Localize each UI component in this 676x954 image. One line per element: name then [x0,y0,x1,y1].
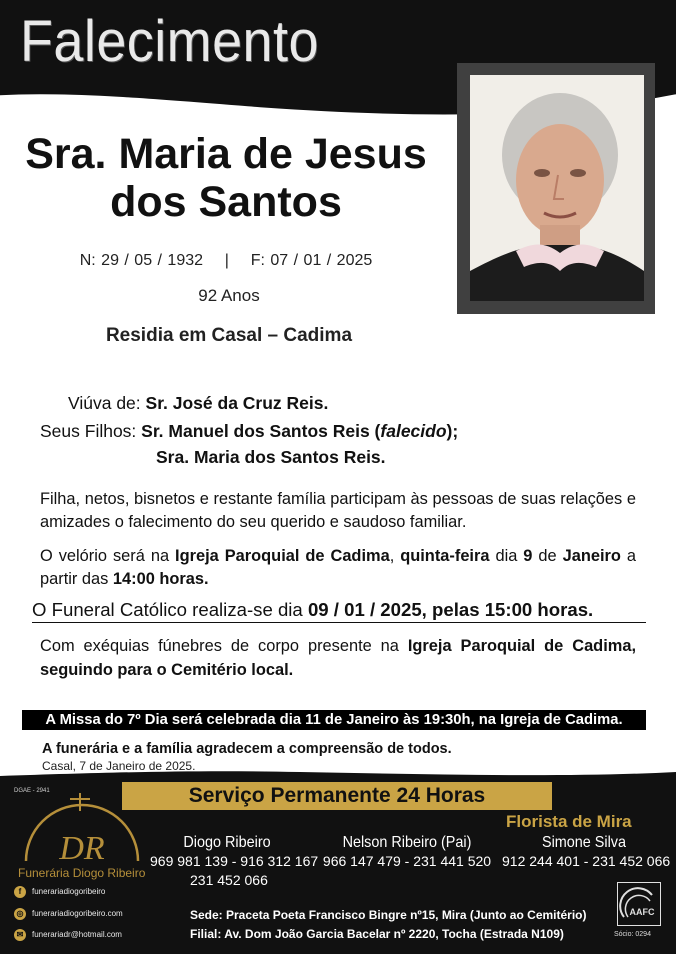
children-line [40,421,458,442]
deceased-name-line2: dos Santos [110,178,342,226]
florista-label: Florista de Mira [506,812,632,831]
children-label: Seus Filhos: [40,421,142,441]
exequias-info: Com exéquias fúnebres de corpo presente na Igreja Paroquial de Cadima, seguindo para o Cemitério local. [40,637,636,679]
sede-address: Sede: Praceta Poeta Francisco Bingre nº15, Mira (Junto ao Cemitério) [190,908,587,922]
child2-name: Sra. Maria dos Santos Reis. [156,447,386,467]
child1-note: falecido [380,421,447,441]
funeral-underline [32,622,646,623]
thanks-text: A funerária e a família agradecem a compreensão de todos. [42,741,452,757]
residence: Residia em Casal – Cadima [105,325,353,346]
contact-phone: 966 147 479 - 231 441 520 [322,853,492,869]
child2-line [156,447,386,468]
funeral-home-logo [18,791,146,871]
child1-name: Sr. Manuel dos Santos Reis ( [141,421,381,441]
contact-name: Simone Silva [541,834,627,851]
contact-name: Nelson Ribeiro (Pai) [342,834,472,851]
filial-address: Filial: Av. Dom João Garcia Bacelar nº 2220, Tocha (Estrada N109) [190,927,564,941]
widow-label: Viúva de: [68,393,146,413]
wake-info: O velório será na Igreja Paroquial de Cadima, quinta-feira dia 9 de Janeiro a partir das 14:00 horas. [40,547,636,588]
deceased-name [0,130,452,226]
service-banner: Serviço Permanente 24 Horas [122,782,552,810]
facebook-icon: f [14,886,26,898]
contact-phone: 231 452 066 [190,872,268,888]
family-announcement: Filha, netos, bisnetos e restante família participam às pessoas de suas relações e amizades o falecimento do seu querido e saudoso familiar. [40,490,636,531]
widow-name: Sr. José da Cruz Reis. [145,393,329,413]
contact-phone: 969 981 139 - 916 312 167 [150,853,319,869]
age: 92 Anos [198,286,260,305]
birth-death-dates: N: 29 / 05 / 1932 | F: 07 / 01 / 2025 [79,252,373,269]
social-facebook[interactable]: f funerariadiogoribeiro [14,886,184,898]
license-number: DGAE - 2941 [14,788,50,794]
funeral-info: O Funeral Católico realiza-se dia 09 / 01 / 2025, pelas 15:00 horas. [32,599,594,620]
logo-caption: Funerária Diogo Ribeiro [18,866,146,880]
instagram-icon: ◎ [14,908,26,920]
portrait-frame [457,63,655,314]
contact-nelson [322,834,492,871]
aafc-logo-text: AAFC [629,907,655,917]
portrait-photo [470,75,644,301]
page-title: Falecimento [20,9,319,74]
email-icon: ✉ [14,929,26,941]
contact-diogo [150,834,319,890]
child1-end: ); [446,421,459,441]
place-date: Casal, 7 de Janeiro de 2025. [42,759,196,773]
social-instagram[interactable]: ◎ funerariadiogoribeiro.com [14,908,184,920]
aafc-logo [617,882,661,926]
contact-phone: 912 244 401 - 231 452 066 [502,853,671,869]
contact-simone [502,834,671,871]
socio-number: Sócio: 0294 [614,931,651,938]
deceased-name-line1: Sra. Maria de Jesus [25,130,427,178]
missa-banner: A Missa do 7º Dia será celebrada dia 11 de Janeiro às 19:30h, na Igreja de Cadima. [22,710,646,730]
widow-line [68,393,328,414]
logo-letters: DR [59,830,105,867]
contact-name: Diogo Ribeiro [183,834,271,851]
social-email[interactable]: ✉ funerariadr@hotmail.com [14,929,184,941]
